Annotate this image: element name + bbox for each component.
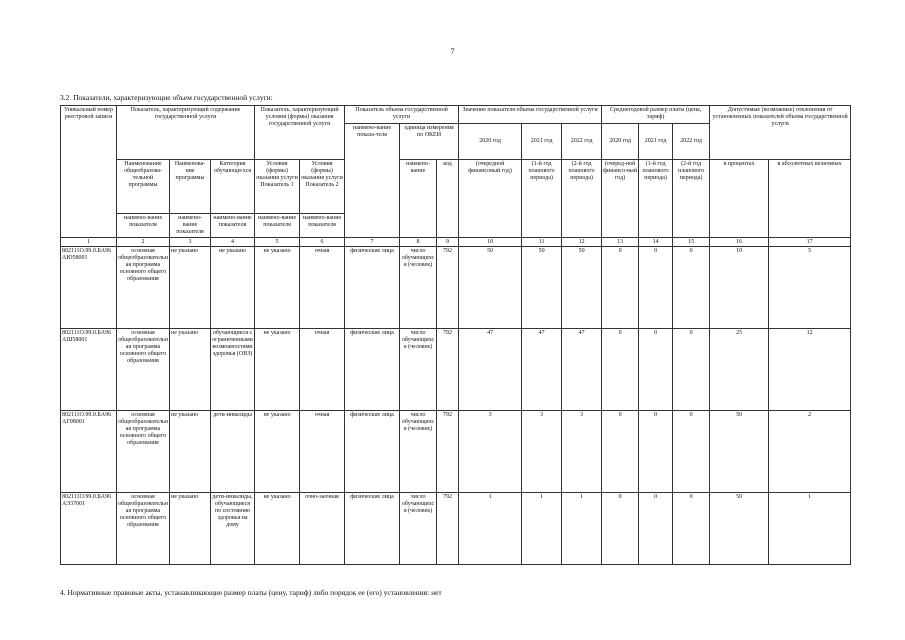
column-number: 6 — [300, 238, 345, 247]
program-type: основная общеобразовательная программа основного общего образования — [117, 411, 170, 493]
column-number: 13 — [602, 238, 639, 247]
deviation-percent: 10 — [710, 247, 769, 329]
program-name: не указано — [170, 493, 211, 565]
unit-code: 792 — [437, 411, 459, 493]
header-program-name: Наименова-ние программы — [170, 160, 211, 214]
section-title: 3.2. Показатели, характеризующие объем государственной услуги: — [60, 93, 273, 102]
header-fee-2022: 2022 год — [673, 124, 710, 160]
unit-name: число обучающихся (человек) — [400, 247, 437, 329]
header-in-absolute: в абсолютных величинах — [769, 160, 851, 238]
table-row — [61, 493, 851, 565]
fee-2022: 0 — [673, 247, 710, 329]
program-name: не указано — [170, 247, 211, 329]
deviation-absolute: 2 — [769, 411, 851, 493]
header-sub-name-1: наимено-вание показателя — [117, 214, 170, 238]
deviation-percent: 50 — [710, 493, 769, 565]
column-number: 3 — [170, 238, 211, 247]
fee-2021: 0 — [639, 247, 673, 329]
program-type: основная общеобразовательная программа основного общего образования — [117, 329, 170, 411]
column-number: 7 — [345, 238, 400, 247]
value-2020: 47 — [459, 329, 522, 411]
value-2022: 47 — [562, 329, 602, 411]
header-volume-value: Значение показателя объема государственной услуги — [459, 106, 602, 124]
condition-1: не указано — [255, 411, 300, 493]
program-type: основная общеобразовательная программа основного общего образования — [117, 247, 170, 329]
header-year-2020-sub: (очередной финансовый год) — [459, 160, 522, 238]
condition-2: очная — [300, 247, 345, 329]
header-year-2022: 2022 год — [562, 124, 602, 160]
column-number: 16 — [710, 238, 769, 247]
header-fee-2020-sub: (очеред-ной финансо-вый год) — [602, 160, 639, 238]
header-sub-name-2: наимено-вание показателя — [170, 214, 211, 238]
column-number: 15 — [673, 238, 710, 247]
volume-indicators-table — [60, 105, 850, 565]
column-number-row — [61, 238, 851, 247]
deviation-percent: 25 — [710, 329, 769, 411]
page-number: 7 — [450, 47, 455, 56]
table-row — [61, 329, 851, 411]
unit-code: 792 — [437, 247, 459, 329]
header-category: Категория обучающи-хся — [211, 160, 255, 214]
condition-2: очно-заочная — [300, 493, 345, 565]
fee-2020: 0 — [602, 411, 639, 493]
record-id: 802111О.99.0.БА96АШ58001 — [61, 329, 117, 411]
fee-2021: 0 — [639, 411, 673, 493]
condition-1: не указано — [255, 247, 300, 329]
header-condition-1: Условия (формы) оказания услуги Показатель 1 — [255, 160, 300, 214]
header-sub-name-3: наимено-вание показателя — [211, 214, 255, 238]
header-program-type: Наименование общеобразова-тельной программы — [117, 160, 170, 214]
fee-2022: 0 — [673, 493, 710, 565]
category: дети-инвалиды — [211, 411, 255, 493]
column-number: 2 — [117, 238, 170, 247]
header-fee-2022-sub: (2-й год планового периода) — [673, 160, 710, 238]
header-year-2022-sub: (2-й год планового периода) — [562, 160, 602, 238]
category: дети-инвалиды, обучающиеся по состоянию здоровья на дому — [211, 493, 255, 565]
value-2020: 1 — [459, 493, 522, 565]
fee-2022: 0 — [673, 329, 710, 411]
header-in-percent: в процентах — [710, 160, 769, 238]
value-2022: 50 — [562, 247, 602, 329]
header-fee-2020: 2020 год — [602, 124, 639, 160]
record-id: 802111О.99.0.БА96АЭ37001 — [61, 493, 117, 565]
header-year-2021: 2021 год — [522, 124, 562, 160]
header-avg-fee: Среднегодовой размер платы (цена, тариф) — [602, 106, 710, 124]
header-condition-2: Условия (формы) оказания услуги Показатель 2 — [300, 160, 345, 214]
header-content-indicator: Показатель, характеризующий содержание государственной услуги — [117, 106, 255, 160]
fee-2020: 0 — [602, 329, 639, 411]
fee-2022: 0 — [673, 411, 710, 493]
header-sub-name-5: наимено-вание показателя — [300, 214, 345, 238]
header-unique-number: Уникальный номер реестровой записи — [61, 106, 117, 238]
unit-code: 792 — [437, 493, 459, 565]
column-number: 9 — [437, 238, 459, 247]
header-sub-name-4: наимено-вание показателя — [255, 214, 300, 238]
header-unit-code: код — [437, 160, 459, 238]
category: не указано — [211, 247, 255, 329]
record-id: 802111О.99.0.БА96АЮ58001 — [61, 247, 117, 329]
column-number: 10 — [459, 238, 522, 247]
column-number: 5 — [255, 238, 300, 247]
fee-2021: 0 — [639, 329, 673, 411]
program-type: основная общеобразовательная программа основного общего образования — [117, 493, 170, 565]
table-row — [61, 411, 851, 493]
unit-code: 792 — [437, 329, 459, 411]
deviation-absolute: 5 — [769, 247, 851, 329]
value-2020: 50 — [459, 247, 522, 329]
header-conditions-indicator: Показатель, характеризующий условия (формы) оказания государственной услуги — [255, 106, 345, 160]
fee-2021: 0 — [639, 493, 673, 565]
value-2020: 3 — [459, 411, 522, 493]
value-2021: 47 — [522, 329, 562, 411]
column-number: 11 — [522, 238, 562, 247]
indicator-name: физические лица — [345, 493, 400, 565]
header-fee-2021-sub: (1-й год планового периода) — [639, 160, 673, 238]
value-2022: 3 — [562, 411, 602, 493]
deviation-absolute: 1 — [769, 493, 851, 565]
condition-1: не указано — [255, 329, 300, 411]
header-volume-indicator: Показатель объема государственной услуги — [345, 106, 459, 124]
column-number: 8 — [400, 238, 437, 247]
indicator-name: физические лица — [345, 329, 400, 411]
header-year-2020: 2020 год — [459, 124, 522, 160]
column-number: 14 — [639, 238, 673, 247]
value-2021: 3 — [522, 411, 562, 493]
condition-2: очная — [300, 411, 345, 493]
fee-2020: 0 — [602, 493, 639, 565]
unit-name: число обучающихся (человек) — [400, 411, 437, 493]
value-2021: 50 — [522, 247, 562, 329]
header-unit-name: наимено-вание — [400, 160, 437, 238]
indicator-name: физические лица — [345, 411, 400, 493]
program-name: не указано — [170, 329, 211, 411]
value-2022: 1 — [562, 493, 602, 565]
fee-2020: 0 — [602, 247, 639, 329]
condition-1: не указано — [255, 493, 300, 565]
program-name: не указано — [170, 411, 211, 493]
category: обучающиеся с ограниченными возможностями здоровья (ОВЗ) — [211, 329, 255, 411]
column-number: 4 — [211, 238, 255, 247]
header-deviation: Допустимые (возможные) отклонения от установленных показателей объема государственной услуги — [710, 106, 851, 160]
header-vol-unit: единица измерения по ОКЕИ — [400, 124, 459, 160]
column-number: 12 — [562, 238, 602, 247]
unit-name: число обучающихся (человек) — [400, 493, 437, 565]
deviation-percent: 50 — [710, 411, 769, 493]
condition-2: очная — [300, 329, 345, 411]
footer-note: 4. Нормативные правовые акты, устанавливающие размер платы (цену, тариф) либо порядок ее (его) установления: нет — [60, 588, 442, 597]
deviation-absolute: 12 — [769, 329, 851, 411]
unit-name: число обучающихся (человек) — [400, 329, 437, 411]
record-id: 802111О.99.0.БА96АГ08001 — [61, 411, 117, 493]
column-number: 17 — [769, 238, 851, 247]
header-year-2021-sub: (1-й год планового периода) — [522, 160, 562, 238]
header-vol-name: наимено-вание показа-теля — [345, 124, 400, 238]
table-row — [61, 247, 851, 329]
column-number: 1 — [61, 238, 117, 247]
value-2021: 1 — [522, 493, 562, 565]
indicator-name: физические лица — [345, 247, 400, 329]
header-fee-2021: 2021 год — [639, 124, 673, 160]
